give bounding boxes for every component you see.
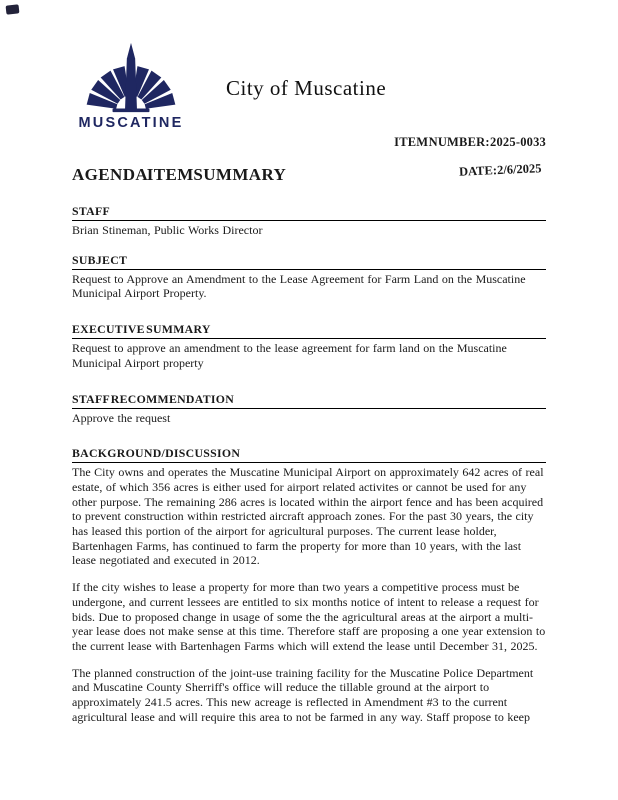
- section-heading-subject: SUBJECT: [72, 253, 546, 270]
- section-background-discussion: [72, 446, 546, 724]
- muscatine-sunburst-tower-icon: [75, 42, 187, 114]
- document-body: [72, 204, 546, 739]
- section-heading-staff-recommendation: STAFF RECOMMENDATION: [72, 392, 546, 409]
- background-paragraph-3: The planned construction of the joint-use training facility for the Muscatine Police Department and Muscatine County Sherriff's office will reduce the tillable ground at the airport to approximately 241.5 acres. This new acreage is reflected in Amendment #3 to the current agricultural lease and will require this area to not be farmed in any way. Staff propose to keep: [72, 665, 534, 724]
- section-staff-recommendation: [72, 392, 546, 426]
- subject-paragraph: Request to Approve an Amendment to the Lease Agreement for Farm Land on the Muscatine Municipal Airport Property.: [72, 271, 526, 301]
- background-paragraph-1: The City owns and operates the Muscatine Municipal Airport on approximately 642 acres of real estate, of which 356 acres is either used for airport related activites or cannot be used for any other purpose. The remaining 286 acres is located within the airport fence and has been acquired to prevent construction within restricted aircraft approach zones. For the past 30 years, the city has leased this portion of the airport for agricultural purposes. The current lease holder, Bartenhagen Farms, has continued to farm the property for more than 10 years, with the last lease negotiated and executed in 2012.: [72, 465, 544, 568]
- section-heading-background-discussion: BACKGROUND/DISCUSSION: [72, 446, 546, 463]
- item-number: ITEM NUMBER: 2025-0033: [394, 135, 546, 149]
- page-title: AGENDA ITEM SUMMARY: [72, 165, 287, 184]
- city-title: City of Muscatine: [226, 76, 387, 100]
- section-staff: [72, 204, 546, 238]
- logo-wordmark: MUSCATINE: [78, 115, 184, 131]
- section-subject: [72, 253, 546, 301]
- muscatine-logo: [72, 42, 190, 131]
- section-executive-summary: [72, 322, 546, 370]
- staff-recommendation-paragraph: Approve the request: [72, 410, 171, 425]
- section-heading-staff: STAFF: [72, 204, 546, 221]
- section-heading-executive-summary: EXECUTIVE SUMMARY: [72, 322, 546, 339]
- executive-summary-paragraph: Request to approve an amendment to the lease agreement for farm land on the Muscatine Municipal Airport property: [72, 341, 507, 370]
- background-paragraph-2: If the city wishes to lease a property for more than two years a competitive process must be undergone, and current lessees are entitled to six months notice of intent to release a request for bids. Due to proposed change in usage of some the the agricultural areas at the airport a multi-year lease does not make sense at this time. Therefore staff are proposing a one year extension to the current lease with Bartenhagen Farms which will extend the lease until December 31, 2025.: [72, 580, 546, 653]
- staff-paragraph: Brian Stineman, Public Works Director: [72, 223, 263, 237]
- scan-artifact-mark: [6, 4, 20, 14]
- date-label: DATE: 2/6/2025: [459, 161, 543, 179]
